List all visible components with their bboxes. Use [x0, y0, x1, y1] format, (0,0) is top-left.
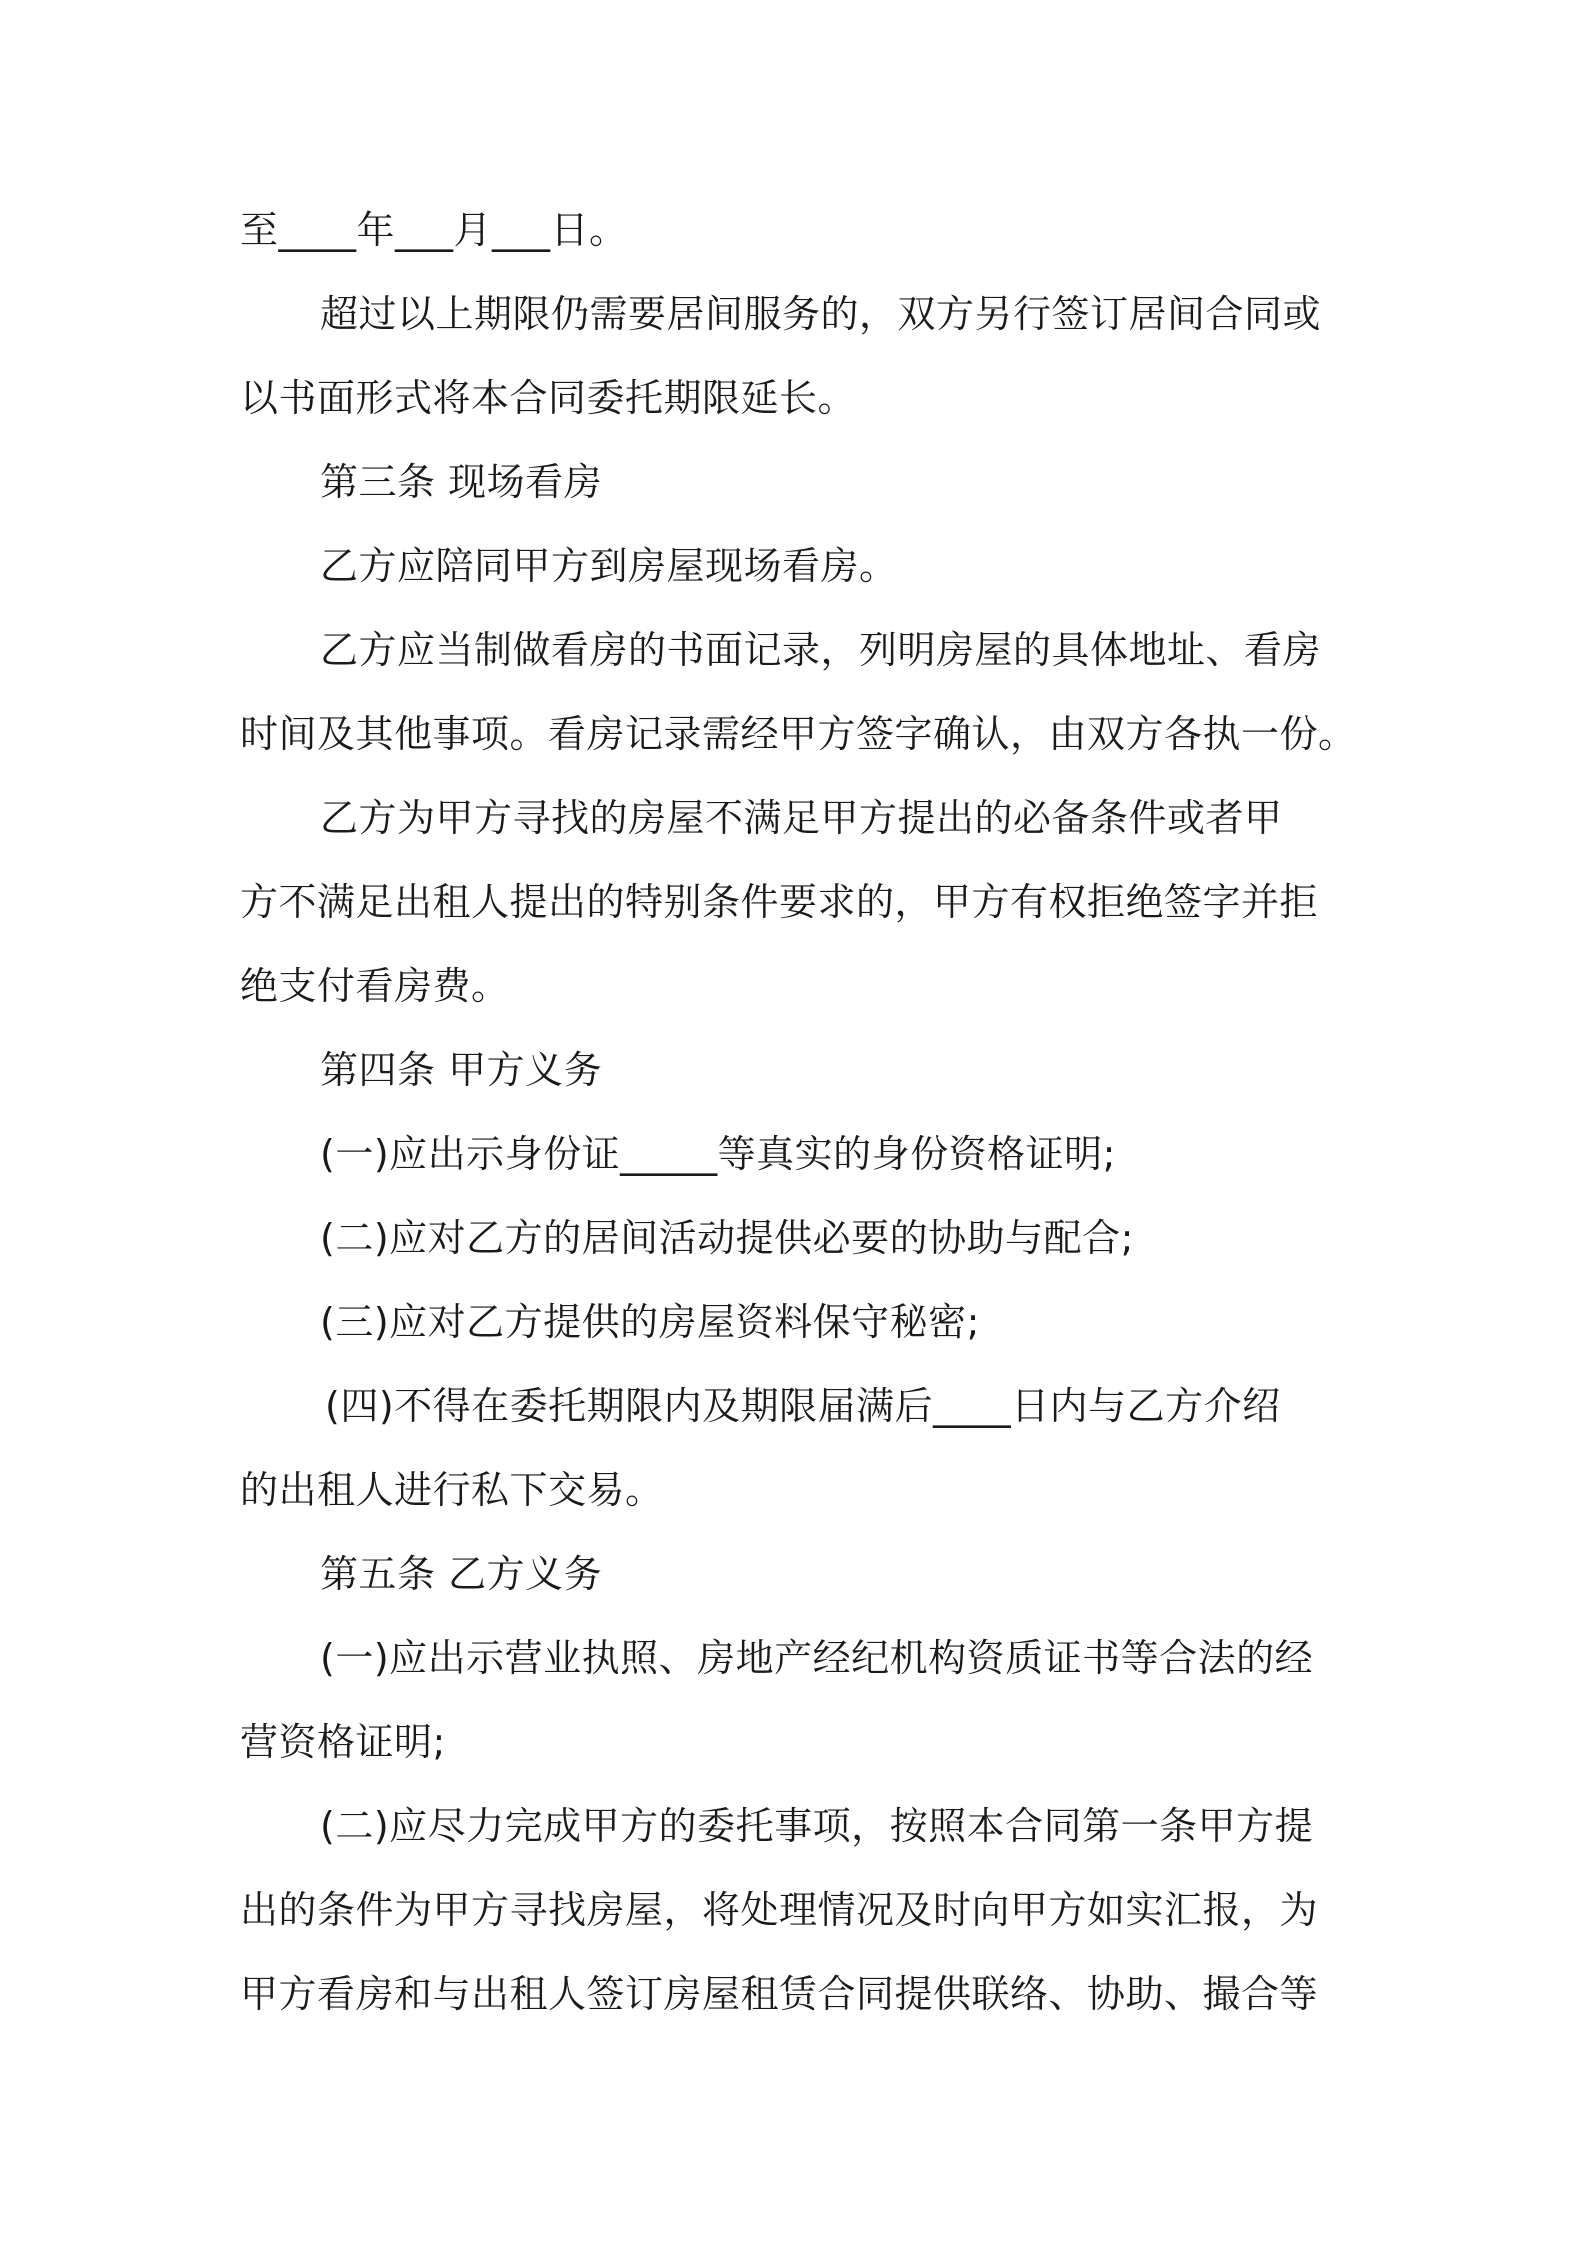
text-line: (一)应出示营业执照、房地产经纪机构资质证书等合法的经 — [320, 1636, 1314, 1680]
text-line: 超过以上期限仍需要居间服务的，双方另行签订居间合同或 — [320, 292, 1322, 336]
text-line: 营资格证明; — [240, 1720, 446, 1764]
text-line: 的出租人进行私下交易。 — [240, 1468, 664, 1512]
text-line: (三)应对乙方提供的房屋资料保守秘密; — [320, 1300, 980, 1344]
document-body — [240, 188, 1355, 2036]
text-line: 时间及其他事项。看房记录需经甲方签字确认，由双方各执一份。 — [240, 712, 1357, 756]
section-heading: 第五条 乙方义务 — [320, 1552, 603, 1596]
text-line: 出的条件为甲方寻找房屋，将处理情况及时向甲方如实汇报，为 — [240, 1888, 1319, 1932]
text-line: 至____年___月___日。 — [240, 208, 628, 252]
text-line: (二)应尽力完成甲方的委托事项，按照本合同第一条甲方提 — [320, 1804, 1314, 1848]
text-line: 乙方应陪同甲方到房屋现场看房。 — [320, 544, 898, 588]
text-line: 甲方看房和与出租人签订房屋租赁合同提供联络、协助、撮合等 — [240, 1972, 1319, 2016]
section-heading: 第四条 甲方义务 — [320, 1048, 603, 1092]
text-line: (四)不得在委托期限内及期限届满后____日内与乙方介绍 — [325, 1384, 1281, 1428]
section-heading: 第三条 现场看房 — [320, 460, 603, 504]
text-line: (二)应对乙方的居间活动提供必要的协助与配合; — [320, 1216, 1134, 1260]
text-line: 绝支付看房费。 — [240, 964, 510, 1008]
text-line: 以书面形式将本合同委托期限延长。 — [240, 376, 857, 420]
text-line: 乙方应当制做看房的书面记录，列明房屋的具体地址、看房 — [320, 628, 1322, 672]
text-line: 乙方为甲方寻找的房屋不满足甲方提出的必备条件或者甲 — [320, 796, 1283, 840]
text-line: (一)应出示身份证_____等真实的身份资格证明; — [320, 1132, 1116, 1176]
text-line: 方不满足出租人提出的特别条件要求的，甲方有权拒绝签字并拒 — [240, 880, 1319, 924]
